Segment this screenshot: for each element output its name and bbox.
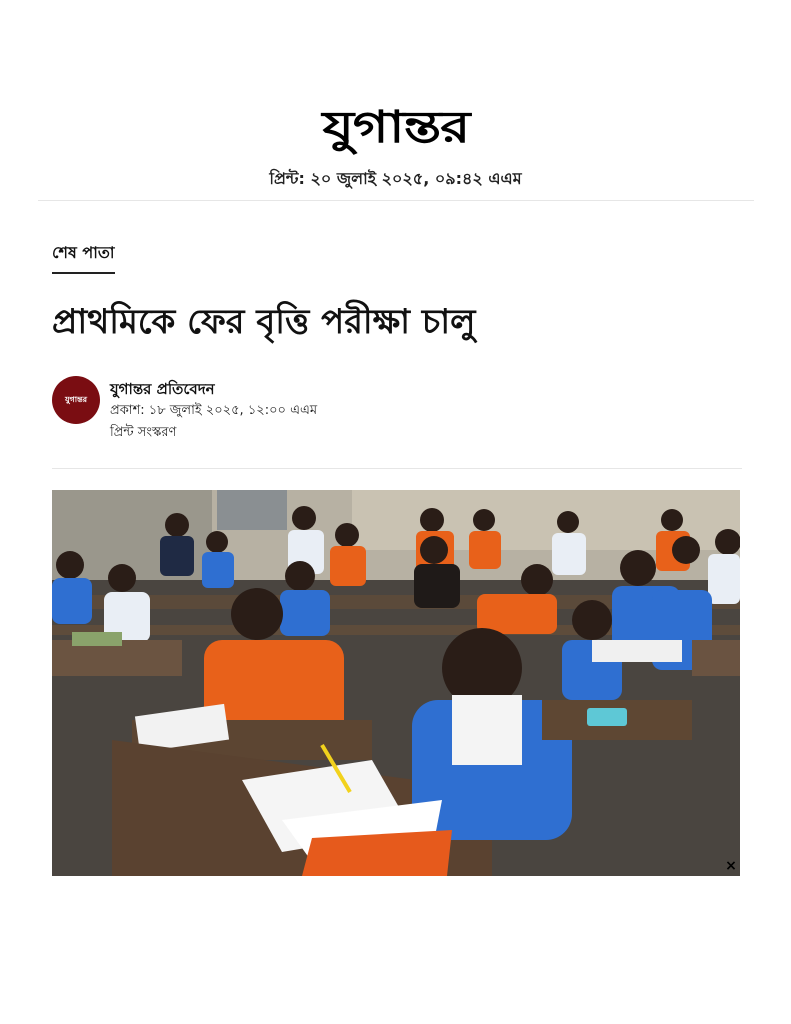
edition-label: প্রিন্ট সংস্করণ (110, 425, 177, 440)
photo-students-exam-icon (52, 490, 740, 876)
header-divider (38, 200, 754, 201)
byline (110, 378, 317, 444)
site-logo[interactable]: যুগান্তর (322, 102, 469, 153)
print-date: প্রিন্ট: ২০ জুলাই ২০২৫, ০৯:৪২ এএম (269, 169, 522, 188)
byline-divider (52, 468, 742, 469)
article-headline: প্রাথমিকে ফের বৃত্তি পরীক্ষা চালু (52, 302, 476, 342)
section-link[interactable]: শেষ পাতা (52, 240, 115, 274)
close-icon[interactable]: × (725, 858, 737, 874)
published-date: প্রকাশ: ১৮ জুলাই ২০২৫, ১২:০০ এএম (110, 403, 318, 418)
author-name[interactable]: যুগান্তর প্রতিবেদন (110, 380, 215, 398)
article-photo (52, 490, 740, 876)
author-avatar-logo: যুগান্তর (64, 393, 88, 404)
masthead-logo-wrap[interactable] (0, 100, 791, 156)
author-avatar (52, 376, 100, 424)
